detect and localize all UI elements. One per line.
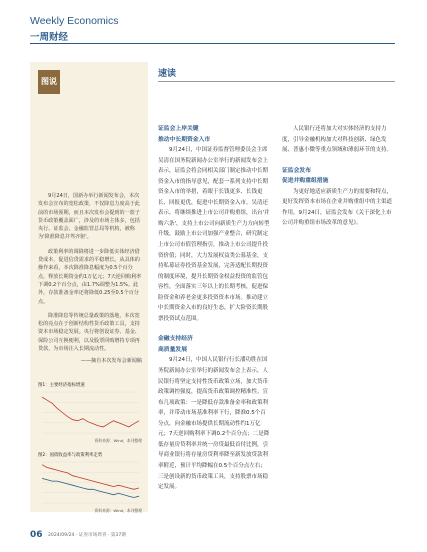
chart-1-note: 资料来源：Wind，本刊整理 xyxy=(94,438,142,443)
article-3-paragraph: 为更好地适应新质生产力的需要和特点，更好发挥资本市场在企业并购重组中的主渠道作用，9月24日，证监会发布《关于深化上市公司并购重组市场改革的意见》。 xyxy=(282,188,393,227)
chart-1-series-line xyxy=(42,397,139,427)
section-title: 速读 xyxy=(158,69,177,79)
sidebar-tag: 图说 xyxy=(38,70,60,94)
chart-2-title: 图2：国债收益率与政策利率走势 xyxy=(38,453,103,458)
header-title-en: Weekly Economics xyxy=(30,15,119,27)
chart-2-series-line xyxy=(42,465,139,490)
header-title-cn: 一周财经 xyxy=(30,32,69,43)
footer-text: 2024/09/24 · 证券市场周刊 · 第37期 xyxy=(48,533,126,538)
article-1-heading: 证监会上岸关键 推动中长期资金入市 xyxy=(158,126,211,143)
chart-1 xyxy=(38,382,142,442)
chart-2-note: 资料来源：Wind，本刊整理 xyxy=(94,508,142,513)
article-2-paragraph: 人民银行还将加大对实体经济的支持力度，引导金融机构加大对科技创新、绿色发展、普惠小微等重点领域和薄弱环节的支持。 xyxy=(282,126,393,154)
column-left xyxy=(158,124,271,491)
sidebar-paragraph: 政策利率的调降将进一步降低实体经济借贷成本，促进信贷需求的平稳增长。从具体的操作来看，本次降准降息幅度为0.5个百分点，释放长期资金约1万亿元；7天逆回购利率下调0.2个百分点，由1.7%调整为1.5%。此外，存款准备金率还将降低0.25至0.5个百分点。 xyxy=(38,248,142,305)
sidebar-text xyxy=(38,192,142,366)
chart-1-title: 图1：主要经济指标增速 xyxy=(38,383,85,388)
article-3-heading: 证监会发布 促进并购重组措施 xyxy=(282,167,329,185)
chart-2-series-line xyxy=(42,478,139,497)
sidebar-paragraph: 9月24日，国新办举行新闻发布会，本次发布会宣布的宽松政策，不仅降息力度高于此前的市场预期，而且本次发布会提到的一篮子货币政策覆盖面广，涉及的市场主体多，包括央行、证监会、金融监管总局等机构，被称为'降准降息并驾齐驱'。 xyxy=(38,193,140,241)
section-rule xyxy=(158,81,395,82)
sidebar-source: ——摘自本次发布会新闻稿 xyxy=(80,358,142,365)
chart-1-plot xyxy=(38,389,142,437)
page-number: 06 xyxy=(30,530,43,540)
article-2-heading: 金融支持经济 高质量发展 xyxy=(158,336,193,353)
chart-2 xyxy=(38,452,142,512)
chart-2-plot xyxy=(38,459,142,507)
sidebar-paragraph: 降准降息等传统总量政策的落地，本次宽松的亮点在于创新结构性货币政策工具，支持资本市场稳定发展。央行将创设证券、基金、保险公司互换便利，以及股票回购增持专项再贷款，为市场注入长期流动性。 xyxy=(38,312,140,353)
article-2-paragraph: 9月24日，中国人民银行行长潘功胜在国务院新闻办公室举行的新闻发布会上表示，人民银行将坚定支持性货币政策立场，加大货币政策调控强度，提高货币政策调控精准性。宣布几项政策：一是降低存款准备金率和政策利率，并带动市场基准利率下行，降准0.5个百分点，向金融市场提供长期流动性约1万亿元；7天逆回购利率下调0.2个百分点；二是降低存量房贷利率并统一房贷最低首付比例，引导商业银行将存量房贷利率降至新发放贷款利率附近，预计平均降幅在0.5个百分点左右；三是创设新的货币政策工具，支持股票市场稳定发展。 xyxy=(158,357,270,491)
sidebar xyxy=(30,62,148,512)
article-1-paragraph: 9月24日，中国证券监督管理委员会主席吴清在国务院新闻办公室举行的新闻发布会上表示，证监会将会同相关部门制定推动中长期资金入市的指导意见，配套一系列支持中长期资金入市的举措，着眼于长钱更多、长钱更长、回报更优，促进中长期资金入市。吴清还表示，将继续推进上市公司并购重组，出台'并购六条'，支持上市公司向新质生产力方向转型升级，鼓励上市公司加强产业整合，研究制定上市公司市值管理指引，推动上市公司提升投资价值；同时，大力发展权益类公募基金，支持私募证券投资基金发展，完善适配长期投资的制度环境，提升长期资金权益投资的监管包容性，全面落实三年以上的长期考核，促进保险资金和养老金更多投资资本市场。推动建立中长期资金入市的良好生态，扩大险资长期股票投资试点范围。 xyxy=(158,147,270,322)
header-rule xyxy=(30,43,395,44)
column-right xyxy=(282,124,395,229)
